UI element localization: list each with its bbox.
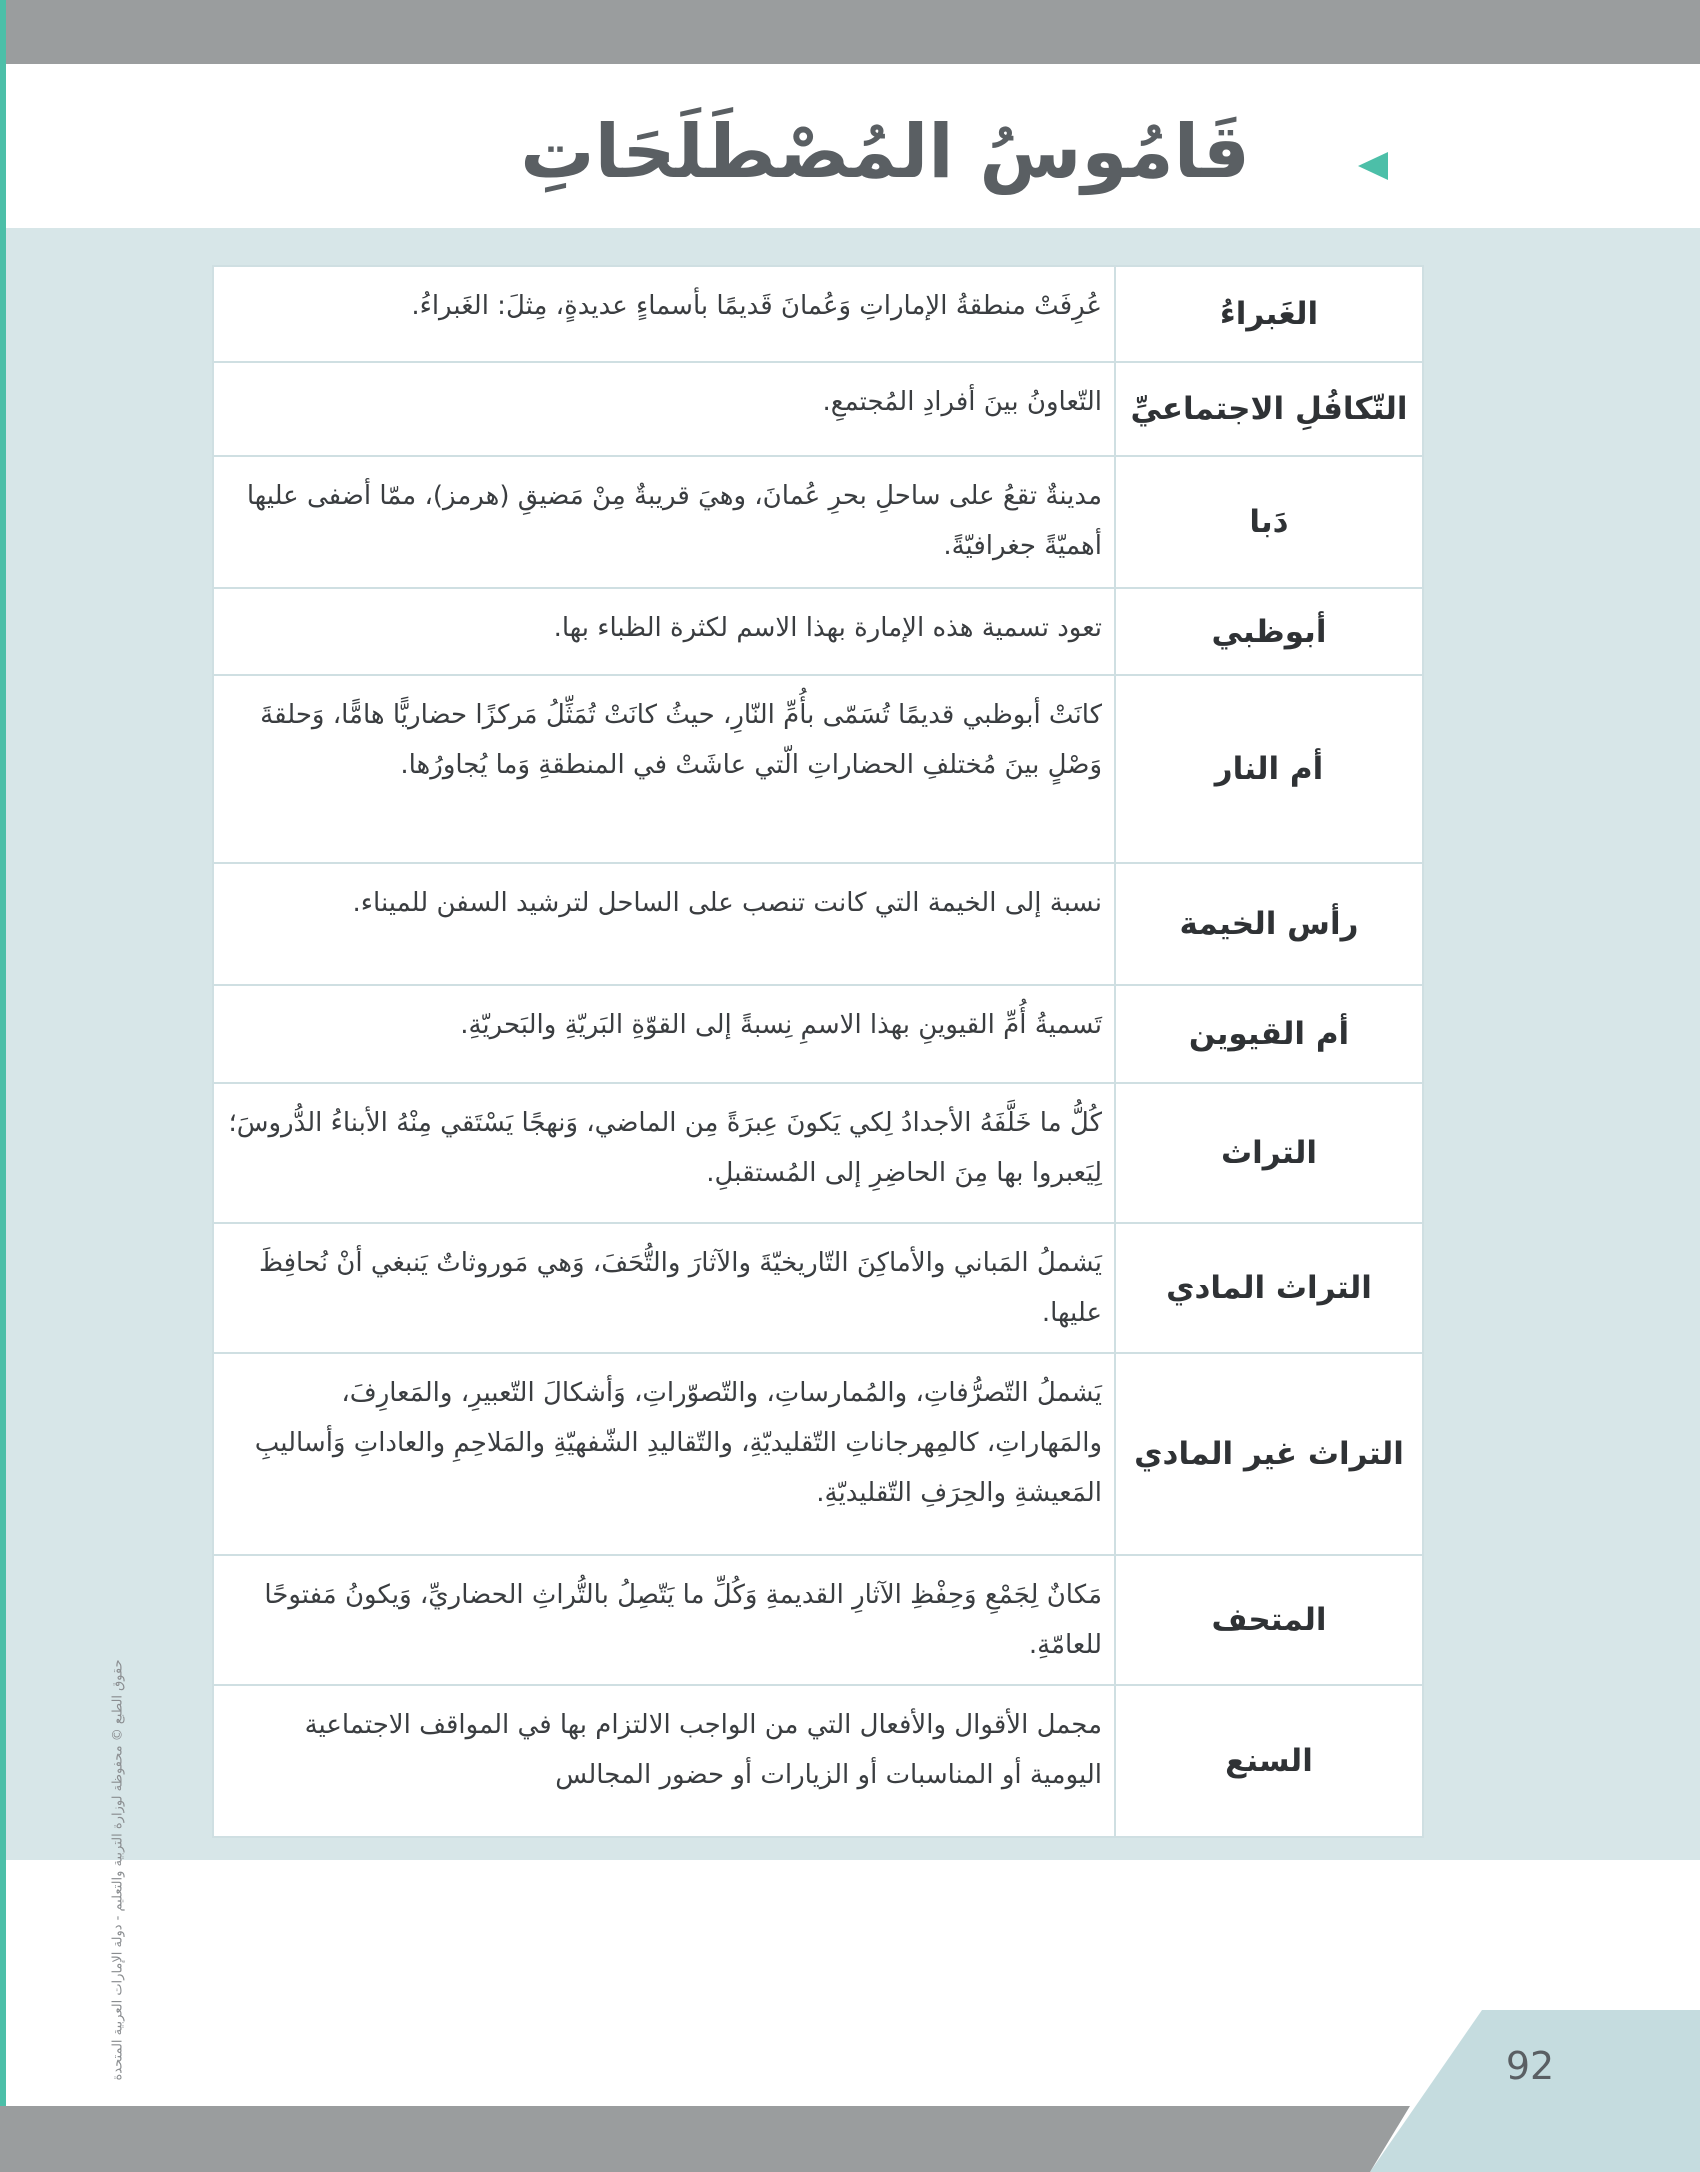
table-row	[213, 1223, 1423, 1353]
table-row	[213, 1685, 1423, 1837]
definition-cell: مجمل الأقوال والأفعال التي من الواجب الالتزام بها في المواقف الاجتماعية اليومية أو المناسبات أو الزيارات أو حضور المجالس	[213, 1685, 1115, 1837]
definition-cell: عُرِفَتْ منطقةُ الإماراتِ وَعُمانَ قَديمًا بأسماءٍ عديدةٍ، مِثلَ: الغَبراءُ.	[213, 266, 1115, 362]
definition-cell: مدينةٌ تقعُ على ساحلِ بحرِ عُمانَ، وهيَ قريبةٌ مِنْ مَضيقِ (هرمز)، ممّا أضفى عليها أهميّةً جغرافيّةً.	[213, 456, 1115, 588]
page-number: 92	[1505, 2044, 1555, 2088]
footer-bar	[0, 2106, 1410, 2172]
definition-cell: نسبة إلى الخيمة التي كانت تنصب على الساحل لترشيد السفن للميناء.	[213, 863, 1115, 985]
term-cell: أبوظبي	[1115, 588, 1423, 675]
term-cell: التّكافُلِ الاجتماعيِّ	[1115, 362, 1423, 456]
term-cell: المتحف	[1115, 1555, 1423, 1685]
table-row	[213, 1353, 1423, 1555]
table-row	[213, 1083, 1423, 1223]
term-cell: أم النار	[1115, 675, 1423, 863]
table-row	[213, 266, 1423, 362]
table-row	[213, 985, 1423, 1083]
definition-cell: يَشملُ المَباني والأماكِنَ التّاريخيّةَ والآثارَ والتُّحَفَ، وَهي مَوروثاتٌ يَنبغي أنْ نُحافِظَ عليها.	[213, 1223, 1115, 1353]
definition-cell: كانَتْ أبوظبي قديمًا تُسَمّى بأُمِّ النّارِ، حيثُ كانَتْ تُمَثِّلُ مَركزًا حضاريًّا هامًّا، وَحلقةَ وَصْلٍ بينَ مُختلفِ الحضاراتِ الّتي عاشَتْ في المنطقةِ وَما يُجاورُها.	[213, 675, 1115, 863]
table-row	[213, 863, 1423, 985]
definition-cell: كُلُّ ما خَلَّفَهُ الأجدادُ لِكي يَكونَ عِبرَةً مِن الماضي، وَنهجًا يَسْتَقي مِنْهُ الأبناءُ الدُّروسَ؛ لِيَعبروا بها مِنَ الحاضِرِ إلى المُستقبلِ.	[213, 1083, 1115, 1223]
term-cell: الغَبراءُ	[1115, 266, 1423, 362]
definition-cell: يَشملُ التّصرُّفاتِ، والمُمارساتِ، والتّصوّراتِ، وَأشكالَ التّعبيرِ، والمَعارِفَ، والمَهاراتِ، كالمِهرجاناتِ التّقليديّةِ، والتّقاليدِ الشّفهيّةِ والمَلاحِمِ والعاداتِ وَأساليبِ المَعيشةِ والحِرَفِ التّقليديّةِ.	[213, 1353, 1115, 1555]
definition-cell: تَسميةُ أُمِّ القيوينِ بهذا الاسمِ نِسبةً إلى القوّةِ البَريّةِ والبَحريّةِ.	[213, 985, 1115, 1083]
term-cell: رأس الخيمة	[1115, 863, 1423, 985]
term-cell: دَبا	[1115, 456, 1423, 588]
term-cell: التراث غير المادي	[1115, 1353, 1423, 1555]
term-cell: السنع	[1115, 1685, 1423, 1837]
title-triangle-icon	[1358, 152, 1388, 180]
table-row	[213, 675, 1423, 863]
definition-cell: التّعاونُ بينَ أفرادِ المُجتمعِ.	[213, 362, 1115, 456]
footer-band	[0, 2010, 1700, 2172]
term-cell: التراث المادي	[1115, 1223, 1423, 1353]
table-row	[213, 588, 1423, 675]
term-cell: أم القيوين	[1115, 985, 1423, 1083]
table-row	[213, 456, 1423, 588]
glossary-table	[212, 265, 1424, 1838]
definition-cell: تعود تسمية هذه الإمارة بهذا الاسم لكثرة الظباء بها.	[213, 588, 1115, 675]
table-row	[213, 1555, 1423, 1685]
definition-cell: مَكانٌ لِجَمْعِ وَحِفْظِ الآثارِ القديمةِ وَكُلِّ ما يَتّصِلُ بالتُّراثِ الحضاريِّ، وَيكونُ مَفتوحًا للعامّةِ.	[213, 1555, 1115, 1685]
page-title: قَامُوسُ المُصْطَلَحَاتِ	[520, 109, 1250, 195]
term-cell: التراث	[1115, 1083, 1423, 1223]
copyright-note: حقوق الطبع © محفوظة لوزارة التربية والتعليم - دولة الإمارات العربية المتحدة	[110, 1659, 126, 2081]
table-row	[213, 362, 1423, 456]
top-bar	[0, 0, 1700, 64]
page-tab	[1370, 2010, 1700, 2172]
